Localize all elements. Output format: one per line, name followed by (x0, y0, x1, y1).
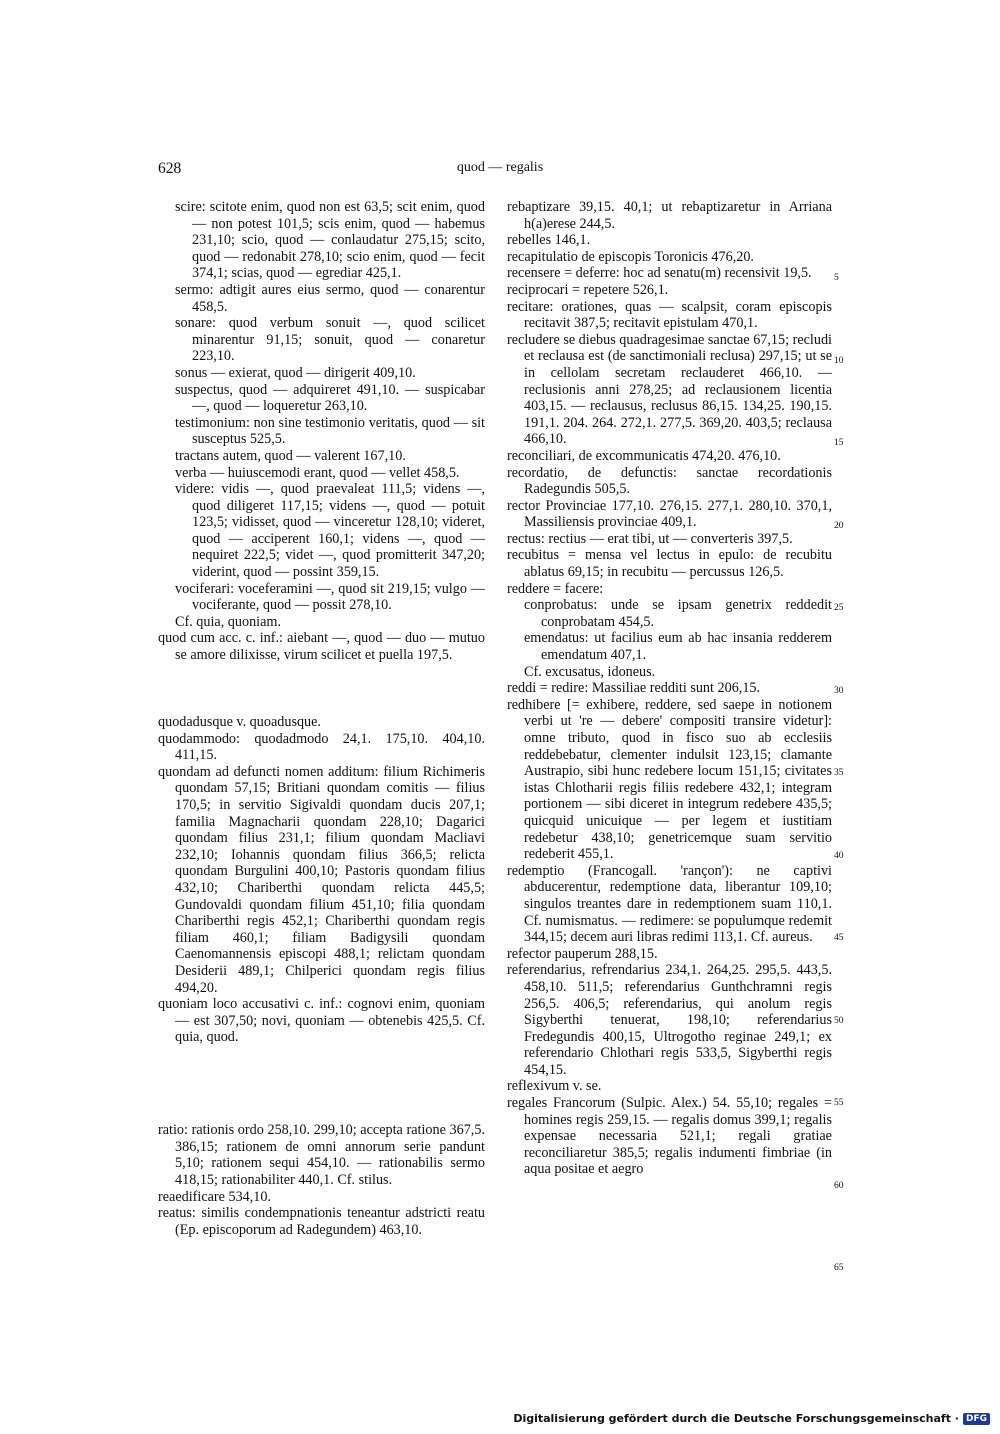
dictionary-entry: recludere se diebus quadragesimae sanctae 67,15; recludi et reclausa est (de sanctimoniali reclusa) 297,15; ut se in cellolam secretam reclauderet 466,10. — reclusionis anni 278,25; ad reclausionem licentia 403,15. — reclausus, reclusus 86,15. 134,25. 190,15. 191,1. 204. 264. 272,1. 277,5. 369,20. 403,5; reclausa 466,10. (507, 331, 832, 448)
dictionary-entry: reconciliari, de excommunicatis 474,20. 476,10. (507, 447, 781, 464)
line-number: 25 (834, 603, 844, 613)
line-number: 35 (834, 768, 844, 778)
dictionary-entry: suspectus, quod — adquireret 491,10. — suspicabar —, quod — loqueretur 263,10. (175, 381, 485, 415)
dictionary-entry: sonus — exierat, quod — dirigerit 409,10. (175, 364, 416, 381)
line-number: 10 (834, 355, 844, 366)
dictionary-entry: verba — huiuscemodi erant, quod — vellet 458,5. (175, 464, 460, 481)
dictionary-entry: rebelles 146,1. (507, 232, 591, 249)
dictionary-entry: rectus: rectius — erat tibi, ut — converteris 397,5. (507, 530, 793, 547)
dictionary-entry: recordatio, de defunctis: sanctae recordationis Radegundis 505,5. (507, 464, 832, 498)
line-number: 30 (834, 685, 844, 696)
dictionary-entry: recubitus = mensa vel lectus in epulo: de recubitu ablatus 69,15; in recubitu — percussus 126,5. (507, 547, 832, 581)
dictionary-entry: sermo: adtigit aures eius sermo, quod — conarentur 458,5. (175, 281, 485, 315)
dictionary-entry: quod cum acc. c. inf.: aiebant —, quod — duo — mutuo se amore dilixisse, virum scilicet et puella 197,5. (158, 630, 485, 664)
dictionary-entry: ratio: rationis ordo 258,10. 299,10; accepta ratione 367,5. 386,15; rationem de omni annorum serie pandunt 5,10; rationem sequi 454,10. — rationabilis sermo 418,15; rationabiliter 440,1. Cf. stilus. (158, 1122, 485, 1189)
line-number: 40 (834, 850, 844, 861)
line-number: 20 (834, 520, 844, 531)
dictionary-entry: quondam ad defuncti nomen additum: filium Richimeris quondam 57,15; Britiani quondam comitis — filius 170,5; in servitio Sigivaldi quondam ducis 207,1; familia Magnacharii quondam 228,10; Dagarici quondam filius 231,1; filium quondam Macliavi 232,10; Iohannis quondam filius 366,5; relicta quondam Burgulini 400,10; Pastoris quondam filius 432,10; Chariberthi quondam relicta 445,5; Gundovaldi quondam filium 451,10; filia quondam Chariberthi regis 452,1; Chariberthi quondam regis filiam 460,1; filiam Badigysili quondam Caenomannensis episcopi 488,1; relictam quondam Desiderii 489,1; Chilperici quondam regis filius 494,20. (158, 763, 485, 996)
spacer (158, 678, 485, 700)
line-number: 55 (834, 1098, 844, 1108)
line-number: 60 (834, 1180, 844, 1191)
dictionary-entry: Cf. excusatus, idoneus. (524, 663, 656, 680)
dictionary-entry: Cf. quia, quoniam. (175, 613, 281, 630)
line-number: 50 (834, 1015, 844, 1026)
dictionary-entry: scire: scitote enim, quod non est 63,5; scit enim, quod — non potest 101,5; scis enim, quod — habemus 231,10; scio, quod — conlaudatur 275,15; scito, quod — redonabit 278,10; scio enim, quod — fecit 374,1; scias, quod — egrediar 425,1. (175, 199, 485, 282)
line-number: 5 (834, 273, 839, 283)
dictionary-entry: rector Provinciae 177,10. 276,15. 277,1. 280,10. 370,1, Massiliensis provinciae 409,1. (507, 497, 832, 531)
dictionary-entry: videre: vidis —, quod praevaleat 111,5; videns —, quod diligeret 117,15; videns —, quod — potuit 123,5; vidisset, quod — vinceretur 128,10; videret, quod — acciperent 160,1; videns —, quod — nequiret 222,5; videt —, quod promitterit 347,20; viderint, quod — possint 359,15. (175, 481, 485, 581)
page-number: 628 (158, 160, 182, 177)
footer-credit: Digitalisierung gefördert durch die Deutsche Forschungsgemeinschaft · (513, 1412, 959, 1425)
dictionary-entry: reatus: similis condempnationis teneantur adstricti reatu (Ep. episcoporum ad Radegundem) 463,10. (158, 1205, 485, 1238)
right-column (507, 199, 832, 1178)
dictionary-entry: recensere = deferre: hoc ad senatu(m) recensivit 19,5. (507, 265, 812, 282)
dictionary-entry: refector pauperum 288,15. (507, 945, 658, 962)
line-number: 15 (834, 438, 844, 448)
dictionary-entry: conprobatus: unde se ipsam genetrix reddedit conprobatam 454,5. (524, 597, 832, 630)
dfg-logo-icon: DFG (963, 1413, 990, 1425)
running-head: quod — regalis (456, 160, 544, 175)
dictionary-entry: reddi = redire: Massiliae redditi sunt 206,15. (507, 680, 761, 697)
dictionary-entry: rebaptizare 39,15. 40,1; ut rebaptizaretur in Arriana h(a)erese 244,5. (507, 199, 832, 232)
dictionary-entry: regales Francorum (Sulpic. Alex.) 54. 55,10; regales = homines regis 259,15. — regalis domus 399,1; regalis expensae necessaria 521,1; regali gratiae reconciliaretur 385,5; regalis indumenti fimbriae (in aqua positae et aegro (507, 1095, 832, 1178)
dictionary-entry: emendatus: ut facilius eum ab hac insania redderem emendatum 407,1. (524, 630, 832, 664)
dictionary-entry: quoniam loco accusativi c. inf.: cognovi enim, quoniam — est 307,50; novi, quoniam — obtenebis 425,5. Cf. quia, quod. (158, 996, 485, 1046)
spacer (158, 1060, 485, 1108)
dictionary-entry: recapitulatio de episcopis Toronicis 476,20. (507, 248, 754, 265)
footer (513, 1412, 990, 1425)
left-column (158, 199, 485, 1238)
dictionary-entry: vociferari: voceferamini —, quod sit 219,15; vulgo — vociferante, quod — possit 278,10. (175, 580, 485, 614)
line-number: 65 (834, 1263, 844, 1273)
dictionary-entry: sonare: quod verbum sonuit —, quod scilicet minarentur 91,15; sonuit, quod — conaretur 223,10. (175, 315, 485, 365)
dictionary-entry: quodadusque v. quoadusque. (158, 714, 321, 730)
dictionary-entry: recitare: orationes, quas — scalpsit, coram episcopis recitavit 387,5; recitavit epistulam 470,1. (507, 298, 832, 332)
line-number: 45 (834, 933, 844, 943)
dictionary-entry: reciprocari = repetere 526,1. (507, 281, 669, 298)
dictionary-entry: redhibere [= exhibere, reddere, sed saepe in notionem verbi ut 're — debere' compositi transire videtur]: omne tributo, quod in fisco suo ab ecclesiis reddebebatur, clementer indulsit 123,15; clamante Austrapio, sibi hunc redebere locum 151,15; civitates istas Chlotharii regis filiis redebere 432,1; integram portionem — sibi diceret in integrum redebere 435,5; quicquid unicuique — per legem et iustitiam redebetur 438,10; genetricemque suam servitio redeberit 455,1. (507, 696, 832, 863)
dictionary-entry: tractans autem, quod — valerent 167,10. (175, 447, 406, 464)
dictionary-entry: reaedificare 534,10. (158, 1188, 272, 1205)
dictionary-entry: referendarius, refrendarius 234,1. 264,25. 295,5. 443,5. 458,10. 511,5; referendarius Gunthchramni regis 256,5. 406,5; referendarius, qui anolum regis Sigyberthi tenuerat, 198,10; referendarius Fredegundis 400,15, Ultrogotho reginae 249,1; ex referendario Chlothari regis 533,5, Sigyberthi regis 454,15. (507, 962, 832, 1078)
dictionary-entry: quodammodo: quodadmodo 24,1. 175,10. 404,10. 411,15. (158, 730, 485, 764)
dictionary-entry: reflexivum v. se. (507, 1078, 602, 1095)
dictionary-entry: redemptio (Francogall. 'rançon'): ne captivi abducerentur, redemptione data, liberantur 109,10; singulos treantes dare in redemptionem suam 110,1. Cf. numismatus. — redimere: se populumque redemit 344,15; decem auri libras redimi 113,1. Cf. aureus. (507, 862, 832, 946)
dictionary-entry: testimonium: non sine testimonio veritatis, quod — sit susceptus 525,5. (175, 414, 485, 448)
dictionary-entry: reddere = facere: (507, 580, 604, 597)
